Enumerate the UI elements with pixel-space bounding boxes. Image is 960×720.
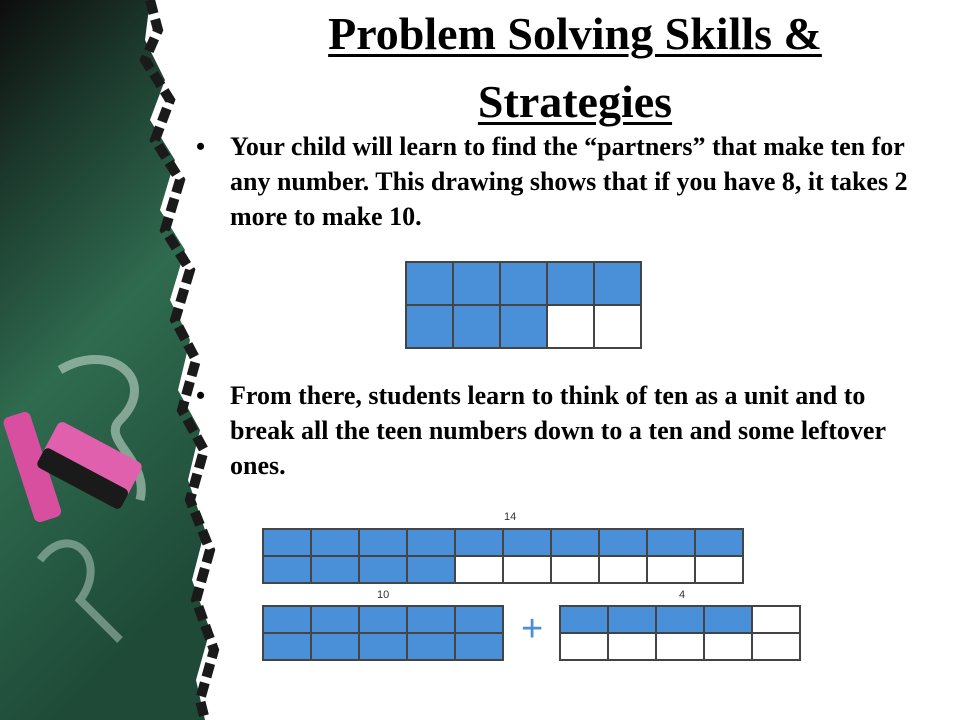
filled-cell: [548, 263, 593, 304]
filled-cell: [360, 530, 406, 555]
filled-cell: [456, 530, 502, 555]
filled-cell: [408, 530, 454, 555]
plus-sign: +: [521, 608, 544, 650]
filled-cell: [264, 607, 310, 632]
chalkboard-decoration: [0, 0, 240, 720]
bullet-text: Your child will learn to find the “partners” that make ten for any number. This drawing shows that if you have 8, it takes 2 more to make 10.: [230, 132, 908, 231]
filled-cell: [407, 263, 452, 304]
ten-frame-label-14: 14: [504, 511, 517, 523]
empty-cell: [548, 306, 593, 347]
filled-cell: [312, 607, 358, 632]
filled-cell: [501, 263, 546, 304]
ten-frame-label-10: 10: [377, 589, 390, 601]
filled-cell: [705, 607, 751, 632]
empty-cell: [595, 306, 640, 347]
empty-cell: [456, 557, 502, 582]
filled-cell: [552, 530, 598, 555]
filled-cell: [696, 530, 742, 555]
filled-cell: [501, 306, 546, 347]
filled-cell: [454, 306, 499, 347]
empty-cell: [753, 607, 799, 632]
bullet-item: [196, 129, 910, 234]
ten-frame-four: [559, 605, 801, 661]
empty-cell: [609, 634, 655, 659]
filled-cell: [456, 634, 502, 659]
filled-cell: [407, 306, 452, 347]
filled-cell: [408, 607, 454, 632]
filled-cell: [312, 557, 358, 582]
filled-cell: [648, 530, 694, 555]
filled-cell: [408, 557, 454, 582]
filled-cell: [609, 607, 655, 632]
bullet-item: [196, 378, 910, 483]
filled-cell: [360, 634, 406, 659]
filled-cell: [657, 607, 703, 632]
empty-cell: [657, 634, 703, 659]
empty-cell: [705, 634, 751, 659]
filled-cell: [408, 634, 454, 659]
filled-cell: [312, 634, 358, 659]
empty-cell: [600, 557, 646, 582]
empty-cell: [696, 557, 742, 582]
bullet-marker: •: [196, 381, 206, 410]
bullet-text: From there, students learn to think of ten as a unit and to break all the teen numbers down to a ten and some leftover ones.: [230, 381, 886, 480]
filled-cell: [595, 263, 640, 304]
filled-cell: [264, 634, 310, 659]
filled-cell: [360, 607, 406, 632]
filled-cell: [454, 263, 499, 304]
ten-frame-eight: [405, 261, 642, 349]
empty-cell: [552, 557, 598, 582]
filled-cell: [312, 530, 358, 555]
empty-cell: [561, 634, 607, 659]
ten-frame-ten: [262, 605, 504, 661]
empty-cell: [504, 557, 550, 582]
empty-cell: [648, 557, 694, 582]
filled-cell: [504, 530, 550, 555]
ten-frame-fourteen: [262, 528, 744, 584]
empty-cell: [753, 634, 799, 659]
filled-cell: [600, 530, 646, 555]
filled-cell: [456, 607, 502, 632]
bullet-marker: •: [196, 132, 206, 161]
ten-frame-label-4: 4: [679, 589, 686, 601]
filled-cell: [264, 530, 310, 555]
filled-cell: [264, 557, 310, 582]
filled-cell: [360, 557, 406, 582]
filled-cell: [561, 607, 607, 632]
slide-title: Problem Solving Skills & Strategies: [328, 8, 822, 127]
